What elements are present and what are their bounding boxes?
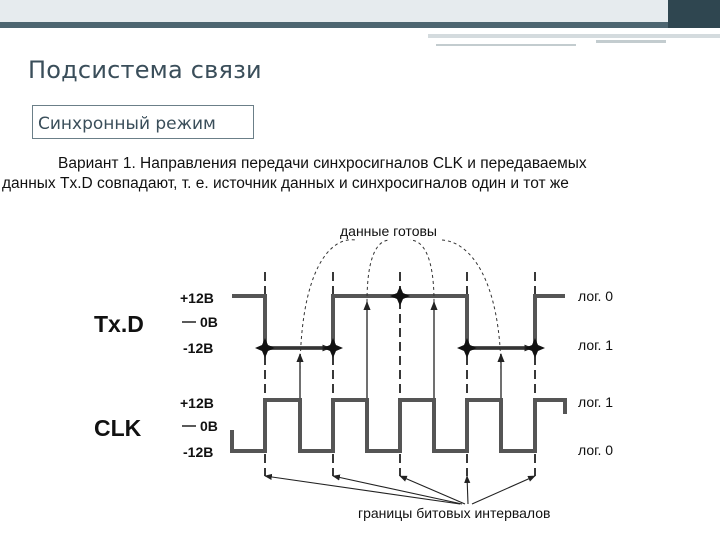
txd-level-high: +12В	[180, 290, 214, 306]
timing-diagram	[0, 200, 720, 540]
bit-boundaries-label: границы битовых интервалов	[358, 505, 551, 521]
data-ready-curve-2	[367, 240, 390, 302]
star-marker	[255, 338, 275, 358]
top-bar-corner	[668, 0, 720, 28]
clk-logic-bottom: лог. 0	[578, 442, 614, 458]
txd-logic-bottom: лог. 1	[578, 337, 614, 353]
clk-name: CLK	[94, 415, 142, 441]
txd-level-zero: 0В	[200, 314, 218, 330]
slide-title: Подсистема связи	[28, 56, 262, 84]
data-ready-curve-3	[410, 240, 434, 302]
star-marker	[525, 338, 545, 358]
decor-line	[428, 34, 720, 38]
clk-level-high: +12В	[180, 395, 214, 411]
description-line-2: данных Tx.D совпадают, т. е. источник данных и синхросигналов один и тот же	[2, 175, 569, 192]
bit-boundary-leader-5	[472, 476, 535, 504]
bit-boundary-leader-2	[333, 476, 462, 504]
data-ready-curve-1	[300, 240, 356, 375]
clk-logic-top: лог. 1	[578, 394, 614, 410]
bit-boundary-leader-1	[265, 476, 460, 504]
slide-subtitle: Синхронный режим	[38, 114, 216, 134]
bit-boundary-leader-4	[467, 476, 468, 504]
txd-waveform	[232, 296, 565, 348]
star-marker	[457, 338, 477, 358]
clk-waveform	[232, 400, 565, 451]
star-marker	[390, 286, 410, 306]
data-ready-label: данные готовы	[340, 223, 437, 239]
bit-boundary-leaders	[265, 476, 535, 504]
clk-level-low: -12В	[183, 444, 214, 460]
star-marker	[323, 338, 343, 358]
txd-name: Tx.D	[94, 311, 144, 337]
top-bar-stripe	[0, 22, 720, 28]
txd-level-low: -12В	[183, 340, 214, 356]
description-line-1: Вариант 1. Направления передачи синхросигналов CLK и передаваемых	[58, 155, 587, 172]
top-bar	[0, 0, 720, 22]
txd-logic-top: лог. 0	[578, 288, 614, 304]
data-ready-curve-4	[440, 240, 501, 375]
clk-level-zero: 0В	[200, 418, 218, 434]
decor-line	[436, 44, 576, 46]
decor-line	[596, 40, 666, 43]
